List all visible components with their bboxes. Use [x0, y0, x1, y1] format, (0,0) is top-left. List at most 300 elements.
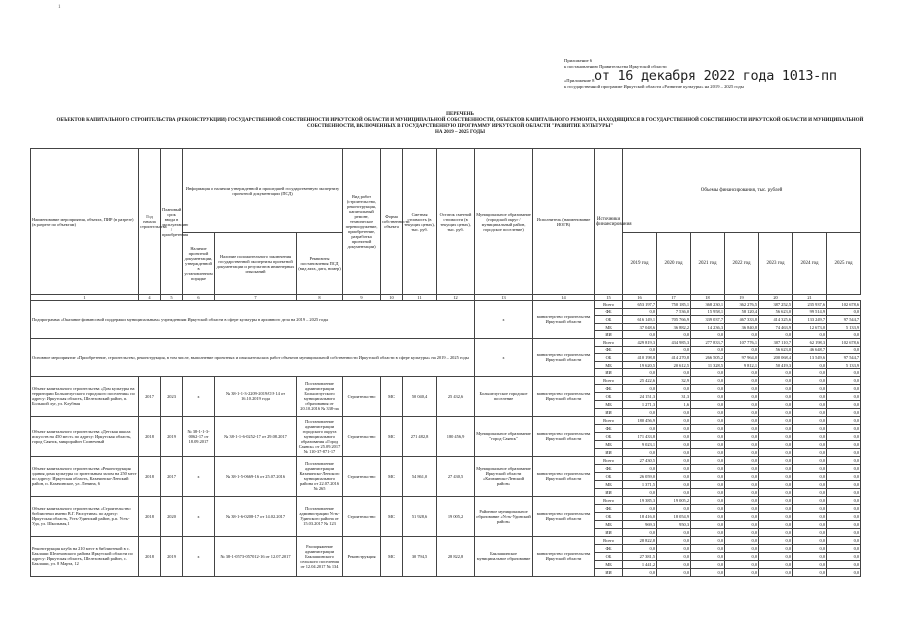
funding-value: 0,0 [759, 456, 793, 464]
funding-value: 0,0 [793, 432, 827, 440]
funding-value: 32,9 [657, 376, 691, 384]
funding-source: МБ [595, 323, 623, 331]
object-executor: министерство строительства Иркутской области [533, 496, 595, 536]
objects-table [30, 148, 861, 577]
funding-value: 0,0 [793, 392, 827, 400]
funding-value: 0,0 [793, 440, 827, 448]
funding-value: 0,0 [793, 488, 827, 496]
funding-value: 0,0 [657, 552, 691, 560]
funding-value: 27 381,5 [623, 552, 657, 560]
funding-value: 0,0 [691, 424, 725, 432]
date-number-stamp: от 16 декабря 2022 года 1013-пп [594, 68, 837, 84]
funding-value: 277 833,7 [691, 338, 725, 346]
funding-value: 0,0 [691, 536, 725, 544]
object-pd: № 38-1-1-3-0062-17 от 18.09.2017 [183, 416, 215, 456]
column-number: 6 [183, 295, 215, 301]
funding-value: 0,0 [827, 331, 861, 339]
object-pd: x [183, 536, 215, 576]
funding-value: 97 544,7 [827, 354, 861, 362]
funding-value: 9 812,1 [725, 361, 759, 369]
object-start: 2017 [139, 376, 161, 416]
funding-value: 0,0 [691, 408, 725, 416]
funding-value: 0,0 [725, 568, 759, 576]
funding-value: 133 249,7 [793, 316, 827, 324]
column-number: 4 [139, 295, 161, 301]
funding-value: 235 937,6 [793, 301, 827, 309]
funding-value: 0,0 [623, 568, 657, 576]
funding-value: 0,0 [691, 480, 725, 488]
funding-source: МБ [595, 361, 623, 369]
funding-value: 0,0 [725, 456, 759, 464]
funding-source: ОБ [595, 354, 623, 362]
funding-value: 0,0 [827, 376, 861, 384]
funding-value: 0,0 [725, 464, 759, 472]
funding-value: 0,0 [691, 568, 725, 576]
header-capacity: Сметная стоимость (в текущих ценах), тыс. руб. [403, 149, 437, 295]
object-name: Объект капитального строительства «Строительство библиотеки имени В.Г. Распутина» по адресу: Иркутская область, Усть-Удинский район, р.п. Усть-Уда, ул. Школьная,1 [31, 496, 139, 536]
funding-value: 0,0 [793, 369, 827, 377]
funding-value: 15 958,1 [691, 308, 725, 316]
funding-value: 31,3 [657, 392, 691, 400]
funding-value: 0,0 [623, 528, 657, 536]
funding-value: 102 678,6 [827, 338, 861, 346]
column-number: 21 [793, 295, 827, 301]
header-row [31, 149, 861, 233]
funding-value: 0,0 [691, 392, 725, 400]
funding-value: 19 005,2 [657, 496, 691, 504]
funding-value: 0,0 [691, 528, 725, 536]
funding-value: 0,0 [759, 552, 793, 560]
group-name: Основное мероприятие «Приобретение, строительство, реконструкция, в том числе, выполнение проектных и изыскательских работ объектов муниципальной собственности Иркутской области в сфере культуры» на 2019 – 2025 годы [31, 338, 475, 376]
funding-value: 0,0 [793, 408, 827, 416]
column-number: 16 [623, 295, 657, 301]
funding-value: 0,0 [793, 448, 827, 456]
object-start: 2018 [139, 416, 161, 456]
funding-value: 107 776,1 [725, 338, 759, 346]
column-number: 13 [475, 295, 533, 301]
funding-value: 0,0 [691, 512, 725, 520]
funding-value: 0,0 [759, 448, 793, 456]
funding-value: 0,0 [725, 400, 759, 408]
funding-value: 0,0 [725, 512, 759, 520]
funding-value: 0,0 [827, 369, 861, 377]
funding-value: 0,0 [725, 432, 759, 440]
object-ownership: МС [381, 376, 403, 416]
funding-source: ОБ [595, 512, 623, 520]
funding-value: 616 149,1 [623, 316, 657, 324]
funding-value: 0,0 [657, 528, 691, 536]
funding-value: 0,0 [725, 384, 759, 392]
funding-value: 19 620,5 [623, 361, 657, 369]
object-end: 2019 [161, 536, 183, 576]
object-ownership: МС [381, 416, 403, 456]
funding-value: 0,0 [725, 416, 759, 424]
funding-value: 0,0 [725, 331, 759, 339]
funding-value: 36 882,2 [657, 323, 691, 331]
funding-value: 0,0 [691, 456, 725, 464]
funding-source: МБ [595, 520, 623, 528]
funding-value: 0,0 [759, 488, 793, 496]
appendix-line-4: к государственной программе Иркутской области «Развитие культуры» на 2019 – 2025 годы [564, 84, 744, 89]
funding-source: Всего [595, 416, 623, 424]
group-name: Подпрограмма «Оказание финансовой поддержки муниципальным» учреждениям Иркутской области в сфере культуры в архивного дела на 2019 – 2025 годы [31, 301, 475, 339]
funding-value: 0,0 [827, 432, 861, 440]
header-end: Плановый срок ввода в эксплуатацию / приобретения [161, 149, 183, 295]
funding-value: 74 463,9 [759, 323, 793, 331]
funding-value: 0,0 [827, 448, 861, 456]
object-municipality: Баклашинское муниципальное образование [475, 536, 533, 576]
funding-value: 339 037,7 [691, 316, 725, 324]
header-year-2020: 2020 год [657, 233, 691, 295]
column-number: 10 [381, 295, 403, 301]
funding-value: 0,0 [759, 480, 793, 488]
object-remaining: 180 456,9 [437, 416, 475, 456]
funding-source: ОБ [595, 552, 623, 560]
object-expertise: № 38-1-1-6-0252-17 от 29.08.2017 [215, 416, 297, 456]
funding-value: 24 151,3 [623, 392, 657, 400]
funding-value: 99 514,9 [793, 308, 827, 316]
funding-value: 0,0 [725, 488, 759, 496]
funding-value: 11 328,5 [691, 361, 725, 369]
funding-value: 0,0 [827, 504, 861, 512]
object-municipality: Районное муниципальное образование «Усть-Удинский район» [475, 496, 533, 536]
object-municipality: Муниципальное образование Иркутской области «Казачинско-Ленский район» [475, 456, 533, 496]
funding-source: ОБ [595, 316, 623, 324]
funding-value: 12 673,0 [793, 323, 827, 331]
object-cost: 50 040,4 [403, 376, 437, 416]
funding-value: 0,0 [623, 384, 657, 392]
header-start: Год начала строительства [139, 149, 161, 295]
column-number: 9 [343, 295, 381, 301]
funding-value: 0,0 [793, 424, 827, 432]
funding-value: 0,0 [759, 528, 793, 536]
funding-value: 0,0 [827, 400, 861, 408]
funding-value: 0,0 [623, 369, 657, 377]
group-x: x [475, 338, 533, 376]
funding-source: ФБ [595, 464, 623, 472]
funding-value: 0,0 [691, 496, 725, 504]
object-requisites: Постановление администрации городского округа муниципального образования «Город Саянск» от 25.09.2017 № 110-37-871-17 [297, 416, 343, 456]
funding-value: 7 536,0 [657, 308, 691, 316]
funding-source: Всего [595, 376, 623, 384]
funding-value: 0,0 [759, 331, 793, 339]
funding-value: 0,0 [827, 528, 861, 536]
header-year-2019: 2019 год [623, 233, 657, 295]
funding-value: 0,0 [725, 552, 759, 560]
funding-value: 0,0 [827, 464, 861, 472]
funding-value: 0,0 [793, 520, 827, 528]
funding-value: 0,0 [657, 424, 691, 432]
funding-value: 0,0 [793, 416, 827, 424]
funding-value: 0,0 [691, 560, 725, 568]
funding-value: 0,0 [759, 424, 793, 432]
funding-value: 0,0 [623, 408, 657, 416]
object-requisites: Распоряжение администрации Баклашинского сельского поселения от 12.04.2017 № 134 [297, 536, 343, 576]
header-name: Наименование мероприятия, объекта, ПИР (в разрезе) (в разрезе по объектам) [31, 149, 139, 295]
funding-value: 0,0 [793, 456, 827, 464]
object-requisites: Постановление администрации Большелугского муниципального образования от 20.10.2016 № 338-па [297, 376, 343, 416]
funding-value: 0,0 [759, 440, 793, 448]
funding-value: 0,0 [793, 384, 827, 392]
funding-value: 0,0 [657, 568, 691, 576]
object-work-type: Строительство [343, 376, 381, 416]
column-number: 1 [31, 295, 139, 301]
funding-value: 0,0 [691, 369, 725, 377]
object-start: 2018 [139, 456, 161, 496]
funding-value: 0,0 [691, 544, 725, 552]
funding-value: 410 198,8 [623, 354, 657, 362]
funding-value: 0,0 [691, 504, 725, 512]
column-number: 15 [595, 295, 623, 301]
funding-value: 0,0 [691, 416, 725, 424]
funding-value: 0,0 [793, 504, 827, 512]
header-year-2024: 2024 год [793, 233, 827, 295]
funding-value: 0,0 [827, 568, 861, 576]
appendix-line-3: «Приложение 8 [564, 78, 595, 83]
funding-source: ФБ [595, 308, 623, 316]
funding-value: 0,0 [725, 544, 759, 552]
funding-value: 1,6 [657, 400, 691, 408]
funding-value: 0,0 [725, 520, 759, 528]
funding-source: МБ [595, 560, 623, 568]
funding-value: 0,0 [623, 504, 657, 512]
funding-value: 0,0 [793, 552, 827, 560]
object-cost: 54 861,0 [403, 456, 437, 496]
funding-source: ИИ [595, 408, 623, 416]
funding-value: 0,0 [657, 346, 691, 354]
funding-value: 0,0 [657, 448, 691, 456]
funding-value: 0,0 [827, 392, 861, 400]
funding-value: 26 059,0 [623, 472, 657, 480]
header-remaining: Остаток сметной стоимости (в текущих ценах), тыс. руб. [437, 149, 475, 295]
funding-value: 0,0 [725, 480, 759, 488]
object-requisites: Постановление администрации Казачинско-Ленского муниципального района от 22.07.2016 № 265 [297, 456, 343, 496]
funding-value: 0,0 [657, 536, 691, 544]
object-requisites: Постановление администрации Усть-Удинского района от 15.03.2017 № 123 [297, 496, 343, 536]
funding-value: 19 385,3 [623, 496, 657, 504]
column-number: 17 [657, 295, 691, 301]
object-start: 2018 [139, 496, 161, 536]
funding-value: 5 133,9 [827, 323, 861, 331]
object-row [31, 376, 861, 384]
funding-value: 0,0 [827, 408, 861, 416]
object-expertise: № 38-1-6-0208-17 от 14.02.2017 [215, 496, 297, 536]
funding-value: 180 456,9 [623, 416, 657, 424]
header-year-2023: 2023 год [759, 233, 793, 295]
object-executor: министерство строительства Иркутской области [533, 416, 595, 456]
header-docs-group: Информация о наличии утвержденной и прошедшей государственную экспертизу проектной документации (ПСД) [183, 149, 343, 233]
funding-value: 27 430,5 [623, 456, 657, 464]
funding-value: 9 023,1 [623, 440, 657, 448]
funding-value: 0,0 [623, 424, 657, 432]
funding-value: 0,0 [827, 308, 861, 316]
funding-value: 0,0 [657, 480, 691, 488]
object-cost: 271 482,8 [403, 416, 437, 456]
object-end: 2017 [161, 456, 183, 496]
funding-value: 18 416,0 [623, 512, 657, 520]
funding-value: 0,0 [793, 361, 827, 369]
funding-value: 0,0 [759, 432, 793, 440]
funding-value: 0,0 [691, 472, 725, 480]
funding-value: 25 422,6 [623, 376, 657, 384]
header-doc-pd: Наличие проектной документации, утвержденной в установленном порядке [183, 233, 215, 295]
funding-value: 200 068,4 [759, 354, 793, 362]
object-work-type: Строительство [343, 416, 381, 456]
funding-value: 0,0 [657, 408, 691, 416]
funding-value: 0,0 [827, 440, 861, 448]
funding-value: 5 133,9 [827, 361, 861, 369]
funding-value: 0,0 [623, 488, 657, 496]
funding-value: 14 236,3 [691, 323, 725, 331]
object-remaining: 28 822,8 [437, 536, 475, 576]
object-municipality: Муниципальное образование "город Саянск" [475, 416, 533, 456]
funding-value: 0,0 [725, 528, 759, 536]
funding-value: 56 623,0 [759, 346, 793, 354]
object-start: 2018 [139, 536, 161, 576]
funding-value: 0,0 [759, 369, 793, 377]
funding-value: 0,0 [759, 496, 793, 504]
funding-value: 0,0 [691, 520, 725, 528]
object-expertise: № 38-1-0573-057012-16 от 12.07.2017 [215, 536, 297, 576]
funding-value: 0,0 [691, 384, 725, 392]
funding-value: 0,0 [725, 369, 759, 377]
group-row [31, 338, 861, 346]
funding-source: Всего [595, 456, 623, 464]
funding-value: 0,0 [759, 520, 793, 528]
funding-value: 0,0 [827, 496, 861, 504]
object-end: 2020 [161, 496, 183, 536]
funding-value: 0,0 [725, 560, 759, 568]
funding-value: 1 441,2 [623, 560, 657, 568]
funding-value: 62 198,3 [793, 338, 827, 346]
column-number: 19 [725, 295, 759, 301]
funding-value: 387 252,5 [759, 301, 793, 309]
funding-source: Всего [595, 496, 623, 504]
funding-value: 1 371,5 [623, 480, 657, 488]
funding-value: 0,0 [793, 480, 827, 488]
funding-value: 0,0 [759, 560, 793, 568]
object-row [31, 456, 861, 464]
funding-value: 0,0 [759, 568, 793, 576]
object-remaining: 19 005,2 [437, 496, 475, 536]
object-executor: министерство строительства Иркутской области [533, 376, 595, 416]
funding-value: 0,0 [691, 552, 725, 560]
funding-value: 0,0 [623, 464, 657, 472]
funding-source: ОБ [595, 472, 623, 480]
header-executor: Исполнитель (наименование ИОГВ) [533, 149, 595, 295]
funding-source: ИИ [595, 448, 623, 456]
funding-value: 171 433,8 [623, 432, 657, 440]
header-municipality: Муниципальное образование (городской округ / муниципальный район, городское поселение) [475, 149, 533, 295]
funding-source: Всего [595, 338, 623, 346]
page-corner-mark: 1 [58, 5, 61, 10]
object-row [31, 416, 861, 424]
funding-value: 0,0 [793, 560, 827, 568]
funding-value: 0,0 [827, 544, 861, 552]
funding-value: 0,0 [827, 416, 861, 424]
funding-value: 0,0 [691, 376, 725, 384]
funding-value: 0,0 [691, 448, 725, 456]
header-doc-exp: Наличие положительного заключения государственной экспертизы проектной документации и результатов инженерных изысканий [215, 233, 297, 295]
funding-source: ФБ [595, 504, 623, 512]
funding-value: 0,0 [827, 456, 861, 464]
object-work-type: Строительство [343, 496, 381, 536]
object-end: 2019 [161, 416, 183, 456]
funding-value: 0,0 [827, 480, 861, 488]
header-sources: Источники финансирования [595, 149, 623, 295]
funding-source: ФБ [595, 384, 623, 392]
object-executor: министерство строительства Иркутской области [533, 536, 595, 576]
header-funding: Объемы финансирования, тыс. рублей [623, 149, 861, 233]
funding-value: 653 197,7 [623, 301, 657, 309]
funding-value: 0,0 [759, 400, 793, 408]
funding-value: 0,0 [759, 392, 793, 400]
funding-source: ИИ [595, 331, 623, 339]
funding-value: 28 822,8 [623, 536, 657, 544]
object-work-type: Строительство [343, 456, 381, 496]
funding-value: 0,0 [725, 392, 759, 400]
funding-source: ИИ [595, 369, 623, 377]
funding-value: 0,0 [827, 560, 861, 568]
funding-value: 0,0 [691, 432, 725, 440]
funding-value: 750 185,1 [657, 301, 691, 309]
funding-value: 46 648,7 [793, 346, 827, 354]
object-work-type: Реконструкция [343, 536, 381, 576]
funding-value: 368 230,1 [691, 301, 725, 309]
funding-value: 36 840,8 [725, 323, 759, 331]
object-remaining: 25 432,6 [437, 376, 475, 416]
funding-value: 0,0 [793, 536, 827, 544]
funding-value: 102 678,6 [827, 301, 861, 309]
header-year-2025: 2025 год [827, 233, 861, 295]
funding-value: 0,0 [827, 384, 861, 392]
funding-value: 307 110,7 [759, 338, 793, 346]
funding-value: 0,0 [759, 464, 793, 472]
group-executor: министерство строительства Иркутской области [533, 338, 595, 376]
funding-value: 0,0 [725, 496, 759, 504]
object-expertise: № 38-1-5-0669-16 от 25.07.2016 [215, 456, 297, 496]
funding-value: 13 549,6 [793, 354, 827, 362]
funding-value: 0,0 [657, 504, 691, 512]
column-number: 11 [403, 295, 437, 301]
funding-value: 362 276,5 [725, 301, 759, 309]
funding-value: 0,0 [793, 512, 827, 520]
object-name: Реконструкция клуба на 210 мест в библиотекой в с. Баклаши Шелеховского района Иркутской области по адресу: Иркутская область, Шелеховский район, с. Баклаши, ул. 8 Марта, 12 [31, 536, 139, 576]
column-number: 8 [297, 295, 343, 301]
funding-value: 0,0 [691, 440, 725, 448]
funding-source: Всего [595, 301, 623, 309]
funding-source: ОБ [595, 392, 623, 400]
object-name: Объект капитального строительства «Реконструкция здания дома культуры со зрительным залом на 250 мест по адресу: Иркутская область, Казачинско-Ленский район, п. Казачинское, ул. Ленина, 6 [31, 456, 139, 496]
object-ownership: МС [381, 456, 403, 496]
appendix-line-2: к постановлению Правительства Иркутской области [564, 64, 667, 69]
group-executor: министерство строительства Иркутской области [533, 301, 595, 339]
column-number: 20 [759, 295, 793, 301]
funding-value: 0,0 [657, 369, 691, 377]
funding-value: 0,0 [759, 512, 793, 520]
object-row [31, 496, 861, 504]
funding-value: 950,3 [657, 520, 691, 528]
column-number: 18 [691, 295, 725, 301]
funding-value: 0,0 [623, 346, 657, 354]
funding-value: 0,0 [759, 376, 793, 384]
funding-value: 0,0 [657, 544, 691, 552]
object-municipality: Большелугское городское поселение [475, 376, 533, 416]
header-year-2022: 2022 год [725, 233, 759, 295]
column-number: 14 [533, 295, 595, 301]
funding-value: 0,0 [725, 408, 759, 416]
funding-value: 18 054,9 [657, 512, 691, 520]
